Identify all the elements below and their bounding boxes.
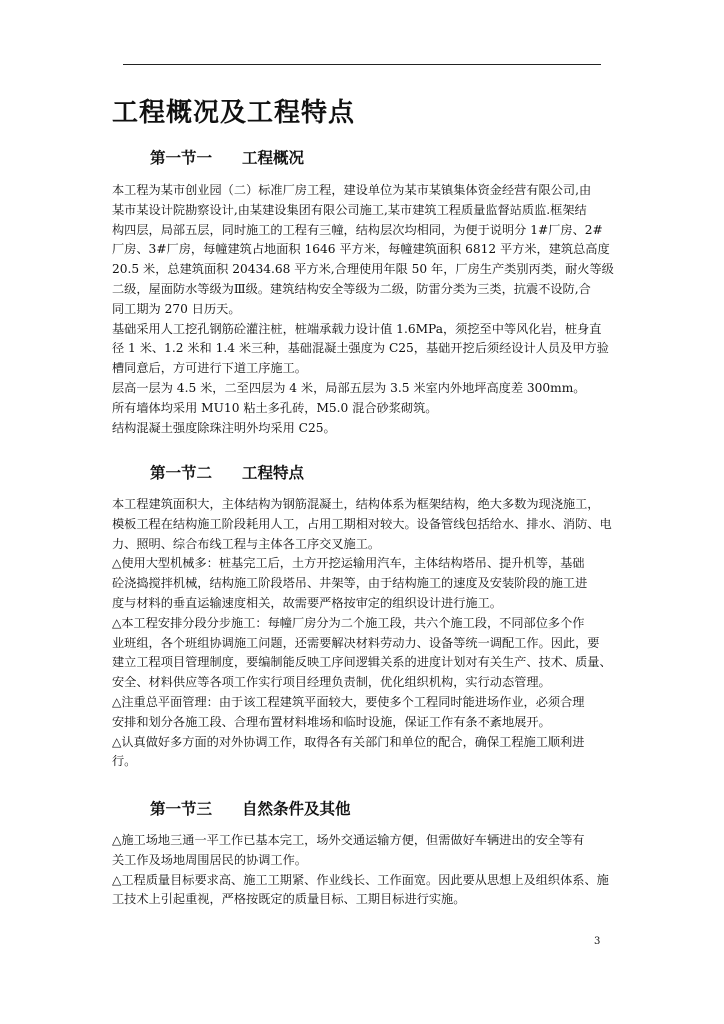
section-number: 第一节二 xyxy=(150,464,213,482)
section-body-features xyxy=(112,495,619,772)
body-line: 业班组，各个班组协调施工问题，还需要解决材料劳动力、设备等统一调配工作。因此，要 xyxy=(112,635,600,650)
header-rule xyxy=(123,64,601,65)
body-line: △使用大型机械多：桩基完工后，土方开挖运输用汽车，主体结构塔吊、提升机等，基础 xyxy=(112,556,585,571)
section-heading-conditions xyxy=(150,797,351,819)
body-line: 厂房、3#厂房，每幢建筑占地面积 1646 平方米，每幢建筑面积 6812 平方米，建筑总高度 xyxy=(112,242,610,257)
section-body-overview xyxy=(112,181,619,438)
body-line: 度与材料的垂直运输速度相关，故需要严格按审定的组织设计进行施工。 xyxy=(112,595,502,610)
section-title: 工程特点 xyxy=(242,464,305,482)
body-line: △工程质量目标要求高、施工工期紧、作业线长、工作面宽。因此要从思想上及组织体系、施 xyxy=(112,872,609,887)
body-line: 构四层，局部五层，同时施工的工程有三幢，结构层次均相同，为便于说明分 1#厂房、2# xyxy=(112,222,603,237)
body-line: 行。 xyxy=(112,754,137,769)
body-line: 结构混凝土强度除珠注明外均采用 C25。 xyxy=(112,420,336,435)
body-line: 本工程建筑面积大，主体结构为钢筋混凝土，结构体系为框架结构，绝大多数为现浇施工， xyxy=(112,497,600,511)
section-number: 第一节三 xyxy=(150,800,213,818)
section-title: 工程概况 xyxy=(242,149,305,167)
body-line: △本工程安排分段分步施工：每幢厂房分为二个施工段，共六个施工段，不同部位多个作 xyxy=(112,615,585,630)
section-heading-features xyxy=(150,461,304,483)
body-line: 20.5 米，总建筑面积 20434.68 平方米,合理使用年限 50 年，厂房生产类别丙类，耐火等级 xyxy=(112,262,614,277)
section-number: 第一节一 xyxy=(150,149,213,167)
body-line: 安全、材料供应等各项工作实行项目经理负责制，优化组织机构，实行动态管理。 xyxy=(112,675,551,690)
body-line: 某市某设计院勘察设计,由某建设集团有限公司施工,某市建筑工程质量监督站质监.框架结 xyxy=(112,202,587,217)
body-line: 关工作及场地周围居民的协调工作。 xyxy=(112,852,307,867)
body-line: 二级，屋面防水等级为Ⅲ级。建筑结构安全等级为二级，防雷分类为三类，抗震不设防,合 xyxy=(112,281,591,296)
body-line: 安排和划分各施工段、合理布置材料堆场和临时设施，保证工作有条不紊地展开。 xyxy=(112,714,551,729)
body-line: 槽同意后，方可进行下道工序施工。 xyxy=(112,361,307,376)
body-line: 本工程为某市创业园（二）标准厂房工程，建设单位为某市某镇集体资金经营有限公司,由 xyxy=(112,183,592,197)
body-line: 力、照明、综合布线工程与主体各工序交叉施工。 xyxy=(112,536,381,551)
section-title: 自然条件及其他 xyxy=(242,800,351,818)
body-line: 同工期为 270 日历天。 xyxy=(112,301,241,316)
body-line: 基础采用人工挖孔钢筋砼灌注桩，桩端承载力设计值 1.6MPa，须挖至中等风化岩，桩身直 xyxy=(112,321,602,336)
page-number: 3 xyxy=(594,936,601,947)
body-line: △注重总平面管理：由于该工程建筑平面较大，要使多个工程同时能进场作业，必须合理 xyxy=(112,694,585,709)
body-line: 工技术上引起重视，严格按既定的质量目标、工期目标进行实施。 xyxy=(112,892,466,907)
body-line: 层高一层为 4.5 米，二至四层为 4 米，局部五层为 3.5 米室内外地坪高度差 300mm。 xyxy=(112,380,586,395)
body-line: △施工场地三通一平工作已基本完工，场外交通运输方便，但需做好车辆进出的安全等有 xyxy=(112,833,585,847)
body-line: 砼浇捣搅拌机械，结构施工阶段塔吊、井架等，由于结构施工的速度及安装阶段的施工进 xyxy=(112,576,588,591)
section-heading-overview xyxy=(150,146,304,168)
section-body-conditions xyxy=(112,831,619,910)
body-line: 建立工程项目管理制度，要编制能反映工序间逻辑关系的进度计划对有关生产、技术、质量、 xyxy=(112,655,612,670)
body-line: △认真做好多方面的对外协调工作，取得各有关部门和单位的配合，确保工程施工顺利进 xyxy=(112,734,585,749)
body-line: 径 1 米、1.2 米和 1.4 米三种，基础混凝土强度为 C25，基础开挖后须经设计人员及甲方验 xyxy=(112,341,609,356)
document-title: 工程概况及工程特点 xyxy=(112,98,356,128)
body-line: 模板工程在结构施工阶段耗用人工，占用工期相对较大。设备管线包括给水、排水、消防、电 xyxy=(112,516,612,531)
body-line: 所有墙体均采用 MU10 粘土多孔砖，M5.0 混合砂浆砌筑。 xyxy=(112,400,438,415)
